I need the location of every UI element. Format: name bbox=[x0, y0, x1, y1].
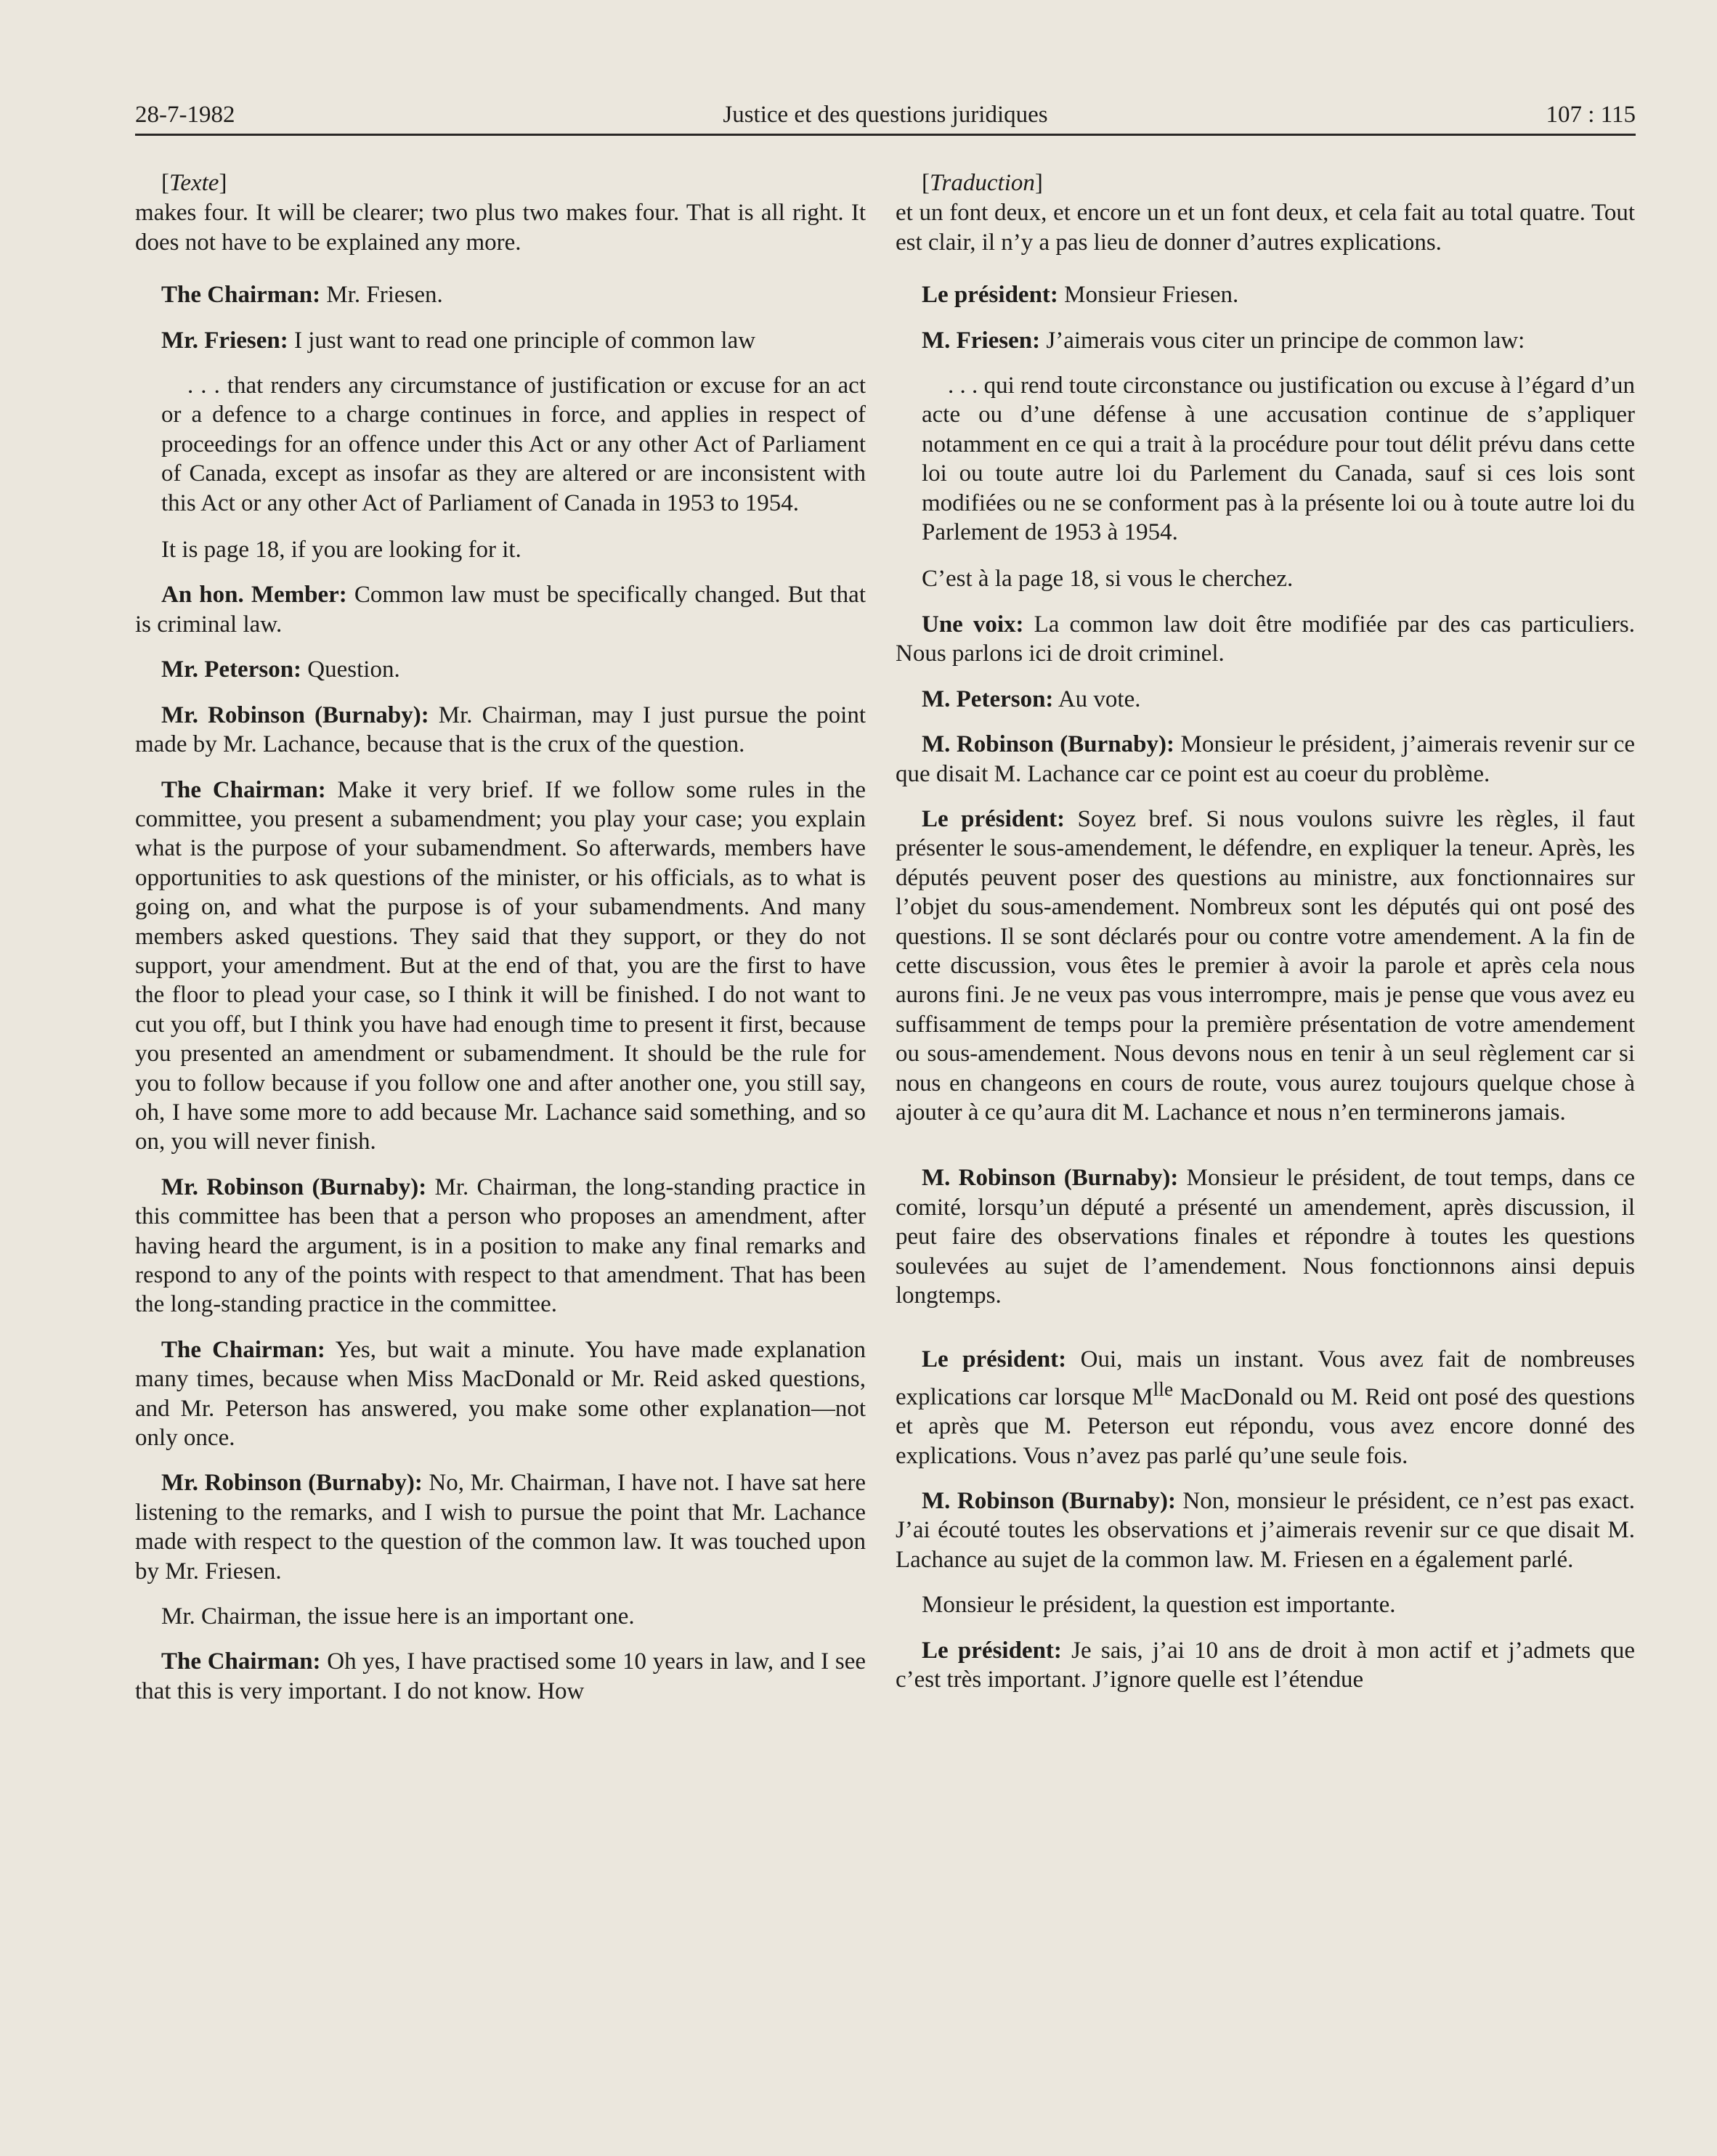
paragraph: Le président: Je sais, j’ai 10 ans de droit à mon actif et j’admets que c’est très important. J’ignore quelle est l’étendue bbox=[896, 1637, 1635, 1693]
paragraph: The Chairman: Make it very brief. If we follow some rules in the committee, you present a subamendment; you play your case; you explain what is the purpose of your subamendment. So afterwards, members have opportunities to ask questions of the minister, or his officials, as to what is going on, and what the purpose is of your subamendments. And many members asked questions. They said that they support, or they do not support, your amendment. But at the end of that, you are the first to have the floor to plead your case, so I think it will be finished. I do not want to cut you off, but I think you have had enough time to present it first, because you presented an amendment or subamendment. It should be the rule for you to follow because if you follow one and after another one, you still say, oh, I have some more to add because Mr. Lachance said something, and so on, you will never finish. bbox=[135, 776, 866, 1155]
speaker-name: Le président: bbox=[922, 1637, 1062, 1664]
paragraph: Mr. Peterson: Question. bbox=[161, 656, 400, 683]
section-tag: [Traduction] bbox=[922, 170, 1043, 196]
paragraph: Mr. Robinson (Burnaby): No, Mr. Chairman, I have not. I have sat here listening to the remarks, and I wish to pursue the point that Mr. Lachance made with respect to the question of the common law. It was touched upon by Mr. Friesen. bbox=[135, 1470, 866, 1585]
french-column bbox=[896, 168, 1635, 1694]
header-page-number: 107 : 115 bbox=[1546, 102, 1636, 128]
page-header bbox=[135, 100, 1636, 136]
speaker-name: The Chairman: bbox=[161, 282, 321, 309]
paragraph: M. Robinson (Burnaby): Monsieur le président, j’aimerais revenir sur ce que disait M. Lachance car ce point est au coeur du problème. bbox=[896, 731, 1635, 787]
header-date: 28-7-1982 bbox=[135, 102, 235, 128]
english-column bbox=[135, 168, 866, 1706]
speaker-name: Le président: bbox=[922, 1346, 1067, 1373]
block-quote: . . . qui rend toute circonstance ou justification ou excuse à l’égard d’un acte ou d’une défense à une accusation continue de s’appliquer notamment en ce qui a trait à la procédure pour tout délit prévu dans cette loi ou toute autre loi du Parlement du Canada, sauf si ces lois sont modifiées ou ne se conforment pas à la présente loi ou à toute autre loi du Parlement de 1953 à 1954. bbox=[922, 373, 1635, 546]
paragraph: The Chairman: Mr. Friesen. bbox=[161, 282, 443, 309]
speaker-name: An hon. Member: bbox=[161, 582, 347, 609]
paragraph: Mr. Robinson (Burnaby): Mr. Chairman, may I just pursue the point made by Mr. Lachance, because that is the crux of the question. bbox=[135, 701, 866, 758]
speaker-name: The Chairman: bbox=[161, 1648, 321, 1675]
speaker-name: Mr. Friesen: bbox=[161, 327, 288, 354]
section-tag: [Texte] bbox=[161, 170, 227, 196]
section-tag-word: Traduction bbox=[930, 170, 1035, 196]
speaker-name: M. Peterson: bbox=[922, 686, 1054, 712]
paragraph: Une voix: La common law doit être modifiée par des cas particuliers. Nous parlons ici de droit criminel. bbox=[896, 611, 1635, 667]
paragraph: M. Robinson (Burnaby): Monsieur le président, de tout temps, dans ce comité, lorsqu’un député a présenté un amendement, après discussion, il peut faire des observations finales et répondre à toutes les questions soulevées au sujet de l’amendement. Nous fonctionnons ainsi depuis longtemps. bbox=[896, 1165, 1635, 1309]
speaker-name: Le président: bbox=[922, 282, 1058, 309]
paragraph: The Chairman: Yes, but wait a minute. You have made explanation many times, because when Miss MacDonald or Mr. Reid asked questions, and Mr. Peterson has answered, you make some other explanation—not only once. bbox=[135, 1336, 866, 1452]
paragraph: Monsieur le président, la question est importante. bbox=[922, 1592, 1396, 1619]
paragraph: et un font deux, et encore un et un font deux, et cela fait au total quatre. Tout est clair, il n’y a pas lieu de donner d’autres explications. bbox=[896, 200, 1635, 256]
speaker-name: M. Robinson (Burnaby): bbox=[922, 1165, 1179, 1192]
speaker-name: Mr. Robinson (Burnaby): bbox=[161, 1173, 427, 1200]
block-quote: . . . that renders any circumstance of justification or excuse for an act or a defence to a charge continues in force, and applies in respect of proceedings for an offence under this Act or any other Act of Parliament of Canada, except as insofar as they are altered or are inconsistent with this Act or any other Act of Parliament of Canada in 1953 to 1954. bbox=[161, 373, 866, 516]
paragraph: M. Peterson: Au vote. bbox=[922, 686, 1141, 712]
paragraph: It is page 18, if you are looking for it. bbox=[161, 537, 521, 564]
section-tag-word: Texte bbox=[169, 170, 219, 196]
header-title: Justice et des questions juridiques bbox=[723, 102, 1048, 128]
paragraph: Mr. Chairman, the issue here is an important one. bbox=[161, 1603, 635, 1630]
paragraph: Le président: Soyez bref. Si nous voulons suivre les règles, il faut présenter le sous-amendement, le défendre, en expliquer la teneur. Après, les députés peuvent poser des questions au ministre, aux fonctionnaires sur l’objet du sous-amendement. Nombreux sont les députés qui ont posé des questions. Il se sont déclarés pour ou contre votre amendement. A la fin de cette discussion, vous êtes le premier à avoir la parole et après cela nous aurons fini. Je ne veux pas vous interrompre, mais je pense que vous avez eu suffisamment de temps pour la première présentation de votre amendement ou sous-amendement. Nous devons nous en tenir à un seul règlement car si nous en changeons en cours de route, vous aurez toujours quelque chose à ajouter à ce qu’aura dit M. Lachance et nous n’en terminerons jamais. bbox=[896, 805, 1635, 1126]
paragraph: Le président: Oui, mais un instant. Vous avez fait de nombreuses explications car lorsque $M^{lle}$ MacDonald ou M. Reid ont posé des questions et après que M. Peterson eut répondu, vous avez encore donné des explications. Vous n’avez pas parlé qu’une seule fois. bbox=[896, 1346, 1635, 1469]
speaker-name: M. Friesen: bbox=[922, 327, 1041, 354]
paragraph: An hon. Member: Common law must be specifically changed. But that is criminal law. bbox=[135, 582, 866, 638]
speaker-name: Mr. Peterson: bbox=[161, 656, 302, 683]
speaker-name: M. Robinson (Burnaby): bbox=[922, 731, 1174, 758]
speaker-name: Le président: bbox=[922, 805, 1065, 832]
paragraph: The Chairman: Oh yes, I have practised some 10 years in law, and I see that this is very important. I do not know. How bbox=[135, 1648, 866, 1704]
paragraph: makes four. It will be clearer; two plus two makes four. That is all right. It does not have to be explained any more. bbox=[135, 200, 866, 256]
speaker-name: M. Robinson (Burnaby): bbox=[922, 1488, 1176, 1515]
speaker-name: The Chairman: bbox=[161, 1336, 325, 1363]
speaker-name: Une voix: bbox=[922, 611, 1024, 638]
paragraph: C’est à la page 18, si vous le cherchez. bbox=[922, 566, 1294, 593]
superscript-lle: lle bbox=[1153, 1377, 1174, 1400]
paragraph: Mr. Friesen: I just want to read one principle of common law bbox=[161, 327, 756, 354]
speaker-name: Mr. Robinson (Burnaby): bbox=[161, 1470, 423, 1497]
paragraph: Le président: Monsieur Friesen. bbox=[922, 282, 1239, 309]
paragraph: M. Friesen: J’aimerais vous citer un principe de common law: bbox=[922, 327, 1525, 354]
paragraph: Mr. Robinson (Burnaby): Mr. Chairman, the long-standing practice in this committee has been that a person who proposes an amendment, after having heard the argument, is in a position to make any final remarks and respond to any of the points with respect to that amendment. That has been the long-standing practice in the committee. bbox=[135, 1173, 866, 1318]
speaker-name: The Chairman: bbox=[161, 776, 326, 803]
paragraph: M. Robinson (Burnaby): Non, monsieur le président, ce n’est pas exact. J’ai écouté toutes les observations et j’aimerais revenir sur ce que disait M. Lachance au sujet de la common law. M. Friesen en a également parlé. bbox=[896, 1488, 1636, 1573]
speaker-name: Mr. Robinson (Burnaby): bbox=[161, 701, 429, 728]
